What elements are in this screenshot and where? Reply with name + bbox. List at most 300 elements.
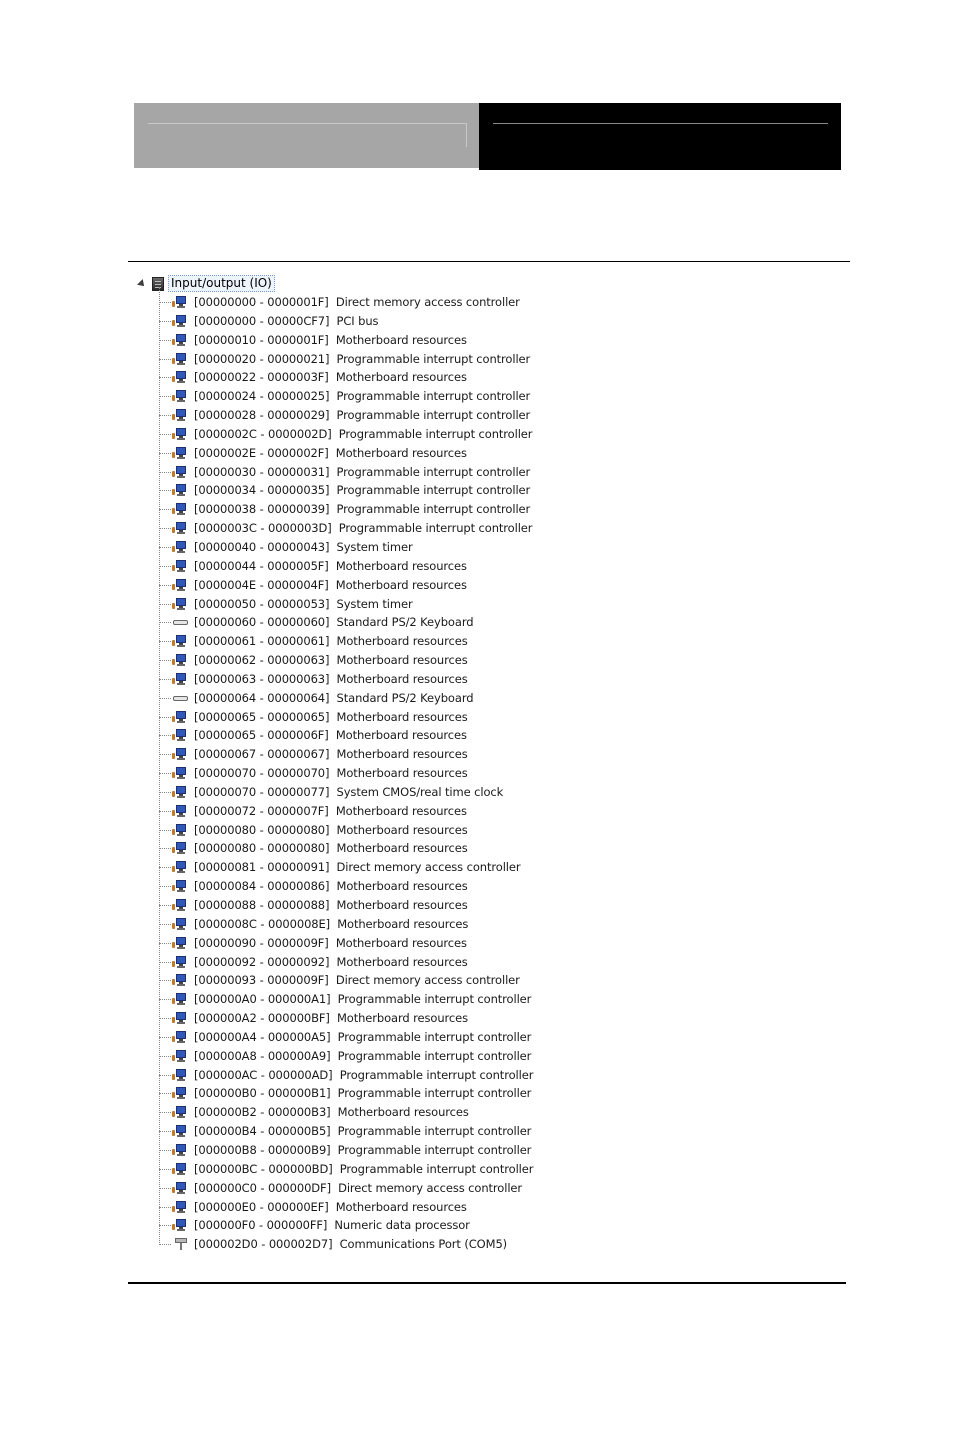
io-range: [00000088 - 00000088] xyxy=(194,898,330,912)
header-banner-left xyxy=(134,103,479,168)
io-range: [00000065 - 0000006F] xyxy=(194,728,329,743)
banner-tick xyxy=(466,123,467,147)
io-range: [000000B8 - 000000B9] xyxy=(194,1142,331,1157)
tree-item[interactable] xyxy=(136,331,736,350)
header-banner-right xyxy=(479,103,841,170)
tree-item[interactable] xyxy=(136,1198,736,1217)
tree-item-label[interactable] xyxy=(194,1048,531,1064)
tree-connector-line xyxy=(159,698,171,699)
tree-item-label[interactable] xyxy=(194,1010,468,1026)
device-name: Motherboard resources xyxy=(336,822,468,837)
tree-item[interactable] xyxy=(136,595,736,614)
tree-connector-line xyxy=(159,962,171,963)
device-name: Communications Port (COM5) xyxy=(339,1237,508,1252)
device-name: Motherboard resources xyxy=(335,558,467,573)
tree-item-label[interactable] xyxy=(194,840,468,856)
tree-item-label[interactable] xyxy=(194,897,468,913)
tree-item-label[interactable] xyxy=(194,765,468,781)
tree-item-label[interactable] xyxy=(194,388,530,404)
system-device-icon xyxy=(172,1031,188,1044)
io-range: [00000064 - 00000064] xyxy=(194,690,330,705)
port-connector-icon xyxy=(172,1238,188,1251)
io-range: [000000E0 - 000000EF] xyxy=(194,1199,329,1214)
tree-connector-line xyxy=(159,867,171,868)
system-device-icon xyxy=(172,1125,188,1138)
tree-connector-line xyxy=(159,302,171,303)
tree-item-label[interactable] xyxy=(194,652,468,668)
tree-connector-line xyxy=(159,396,171,397)
tree-item[interactable] xyxy=(136,444,736,463)
device-name: Direct memory access controller xyxy=(335,295,520,309)
device-name: Programmable interrupt controller xyxy=(336,502,531,517)
system-device-icon xyxy=(172,484,188,497)
device-name: Motherboard resources xyxy=(336,766,468,781)
system-device-icon xyxy=(172,880,188,893)
io-range: [00000038 - 00000039] xyxy=(194,502,330,517)
io-range: [000000A4 - 000000A5] xyxy=(194,1029,331,1044)
device-name: System timer xyxy=(336,596,413,611)
io-range: [0000002E - 0000002F] xyxy=(194,445,329,460)
tree-item-label[interactable] xyxy=(194,407,530,423)
top-divider xyxy=(128,261,850,262)
tree-item[interactable] xyxy=(136,425,736,444)
tree-item-label[interactable] xyxy=(194,1199,467,1215)
tree-item-label[interactable] xyxy=(194,482,530,498)
device-name: Motherboard resources xyxy=(336,954,468,969)
tree-item-label[interactable] xyxy=(194,1161,533,1177)
system-device-icon xyxy=(172,522,188,535)
tree-item[interactable] xyxy=(136,896,736,915)
tree-connector-line xyxy=(159,622,171,623)
io-range: [000000A8 - 000000A9] xyxy=(194,1048,331,1063)
tree-item-label[interactable] xyxy=(194,991,531,1007)
tree-item-label[interactable] xyxy=(194,577,467,593)
tree-item[interactable] xyxy=(136,670,736,689)
bottom-divider xyxy=(128,1282,846,1284)
tree-connector-line xyxy=(159,660,171,661)
tree-item-label[interactable] xyxy=(194,972,520,988)
tree-item[interactable] xyxy=(136,783,736,802)
device-name: Motherboard resources xyxy=(335,803,467,818)
tree-item-label[interactable] xyxy=(194,294,520,310)
tree-item-label[interactable] xyxy=(194,1067,533,1083)
tree-item[interactable] xyxy=(136,689,736,708)
tree-item[interactable] xyxy=(136,1009,736,1028)
tree-item-label[interactable] xyxy=(194,690,473,706)
system-device-icon xyxy=(172,315,188,328)
system-device-icon xyxy=(172,805,188,818)
tree-item[interactable] xyxy=(136,632,736,651)
device-name: Motherboard resources xyxy=(336,634,468,649)
tree-connector-line xyxy=(159,886,171,887)
tree-connector-line xyxy=(159,604,171,605)
tree-item[interactable] xyxy=(136,745,736,764)
io-range: [0000004E - 0000004F] xyxy=(194,577,329,592)
tree-item-label[interactable] xyxy=(194,1180,522,1196)
tree-item-label[interactable] xyxy=(194,935,467,951)
tree-item-label[interactable] xyxy=(194,803,467,819)
io-range: [00000063 - 00000063] xyxy=(194,671,330,686)
tree-connector-line xyxy=(159,1150,171,1151)
tree-item[interactable] xyxy=(136,406,736,425)
device-name: Standard PS/2 Keyboard xyxy=(336,615,474,630)
device-name: Direct memory access controller xyxy=(338,1180,523,1195)
io-range: [00000040 - 00000043] xyxy=(194,539,330,554)
io-range: [000000B2 - 000000B3] xyxy=(194,1105,331,1120)
system-device-icon xyxy=(172,1163,188,1176)
io-range: [00000010 - 0000001F] xyxy=(194,332,329,347)
tree-item-label[interactable] xyxy=(194,727,467,743)
io-range: [000000B4 - 000000B5] xyxy=(194,1124,331,1139)
tree-connector-line xyxy=(159,1075,171,1076)
device-name: Programmable interrupt controller xyxy=(338,426,533,441)
tree-item-label[interactable] xyxy=(194,709,468,725)
system-device-icon xyxy=(172,1219,188,1232)
tree-item-label[interactable] xyxy=(194,859,521,875)
device-name: PCI bus xyxy=(336,313,379,328)
system-device-icon xyxy=(172,1106,188,1119)
banner-rule xyxy=(493,123,828,124)
device-name: Programmable interrupt controller xyxy=(338,521,533,536)
tree-item[interactable] xyxy=(136,463,736,482)
io-range: [00000065 - 00000065] xyxy=(194,709,330,724)
tree-item-label[interactable] xyxy=(194,501,530,517)
io-range: [00000093 - 0000009F] xyxy=(194,973,329,988)
tree-children xyxy=(136,293,736,1254)
system-device-icon xyxy=(172,598,188,611)
system-device-icon xyxy=(172,824,188,837)
tree-connector-line xyxy=(159,359,171,360)
system-device-icon xyxy=(172,974,188,987)
tree-item[interactable] xyxy=(136,576,736,595)
device-name: Programmable interrupt controller xyxy=(336,389,531,404)
tree-connector-line xyxy=(159,641,171,642)
tree-connector-line xyxy=(159,585,171,586)
tree-item[interactable] xyxy=(136,387,736,406)
tree-connector-line xyxy=(159,1225,171,1226)
system-device-icon xyxy=(172,635,188,648)
io-category-icon xyxy=(152,277,164,291)
io-range: [00000022 - 0000003F] xyxy=(194,370,329,385)
io-range: [00000067 - 00000067] xyxy=(194,747,330,762)
tree-item-label[interactable] xyxy=(194,878,468,894)
system-device-icon xyxy=(172,786,188,799)
tree-item-label[interactable] xyxy=(194,1123,531,1139)
system-device-icon xyxy=(172,428,188,441)
device-name: Motherboard resources xyxy=(336,898,468,912)
io-range: [000000AC - 000000AD] xyxy=(194,1067,333,1082)
io-range: [000000B0 - 000000B1] xyxy=(194,1086,331,1101)
tree-connector-line xyxy=(159,340,171,341)
system-device-icon xyxy=(172,1069,188,1082)
tree-connector-line xyxy=(159,490,171,491)
tree-item-label[interactable] xyxy=(194,633,468,649)
io-range: [000000F0 - 000000FF] xyxy=(194,1218,328,1233)
io-range: [00000000 - 0000001F] xyxy=(194,295,329,309)
tree-item[interactable] xyxy=(136,858,736,877)
io-range: [00000090 - 0000009F] xyxy=(194,935,329,950)
system-device-icon xyxy=(172,899,188,912)
device-name: Motherboard resources xyxy=(336,709,468,724)
tree-item[interactable] xyxy=(136,312,736,331)
expand-arrow-icon[interactable] xyxy=(137,279,147,289)
system-device-icon xyxy=(172,1144,188,1157)
system-device-icon xyxy=(172,842,188,855)
tree-item-label[interactable] xyxy=(194,520,532,536)
banner-rule xyxy=(148,123,467,124)
tree-item[interactable] xyxy=(136,293,736,312)
tree-item-label[interactable] xyxy=(194,1236,507,1252)
io-range: [00000060 - 00000060] xyxy=(194,615,330,630)
io-range: [00000080 - 00000080] xyxy=(194,841,330,856)
io-range: [00000000 - 00000CF7] xyxy=(194,313,330,328)
tree-connector-line xyxy=(159,1093,171,1094)
system-device-icon xyxy=(172,956,188,969)
tree-item[interactable] xyxy=(136,1122,736,1141)
system-device-icon xyxy=(172,334,188,347)
system-device-icon xyxy=(172,466,188,479)
tree-item-label[interactable] xyxy=(194,746,468,762)
tree-connector-line xyxy=(159,811,171,812)
tree-item[interactable] xyxy=(136,1141,736,1160)
tree-item-label[interactable] xyxy=(194,916,468,932)
tree-item[interactable] xyxy=(136,1047,736,1066)
tree-connector-line xyxy=(159,1244,171,1245)
io-range: [00000081 - 00000091] xyxy=(194,860,330,875)
tree-item-label[interactable] xyxy=(194,332,467,348)
system-device-icon xyxy=(172,560,188,573)
keyboard-icon xyxy=(172,692,188,705)
tree-connector-line xyxy=(159,1169,171,1170)
tree-item-label[interactable] xyxy=(194,464,530,480)
tree-connector-line xyxy=(159,1018,171,1019)
tree-connector-line xyxy=(159,547,171,548)
system-device-icon xyxy=(172,673,188,686)
tree-item[interactable] xyxy=(136,1216,736,1235)
tree-item-label[interactable] xyxy=(194,596,413,612)
device-name: Motherboard resources xyxy=(335,332,467,347)
device-name: Numeric data processor xyxy=(334,1218,470,1233)
tree-item[interactable] xyxy=(136,1179,736,1198)
io-range: [00000024 - 00000025] xyxy=(194,389,330,404)
system-device-icon xyxy=(172,353,188,366)
tree-item[interactable] xyxy=(136,934,736,953)
io-range: [00000070 - 00000077] xyxy=(194,784,330,799)
io-range: [00000030 - 00000031] xyxy=(194,464,330,479)
device-name: Programmable interrupt controller xyxy=(336,408,531,423)
system-device-icon xyxy=(172,447,188,460)
system-device-icon xyxy=(172,918,188,931)
system-device-icon xyxy=(172,937,188,950)
tree-item[interactable] xyxy=(136,538,736,557)
io-range: [00000044 - 0000005F] xyxy=(194,558,329,573)
io-range: [00000020 - 00000021] xyxy=(194,351,330,366)
device-name: Programmable interrupt controller xyxy=(337,1142,532,1157)
tree-item-label[interactable] xyxy=(194,351,530,367)
system-device-icon xyxy=(172,296,188,309)
tree-item[interactable] xyxy=(136,726,736,745)
io-range: [00000028 - 00000029] xyxy=(194,408,330,423)
device-name: Programmable interrupt controller xyxy=(339,1161,534,1176)
tree-item-label[interactable] xyxy=(194,313,378,329)
tree-item-label[interactable] xyxy=(194,445,467,461)
tree-item[interactable] xyxy=(136,651,736,670)
tree-item[interactable] xyxy=(136,971,736,990)
tree-connector-line xyxy=(159,472,171,473)
tree-connector-line xyxy=(159,943,171,944)
tree-item-label[interactable] xyxy=(194,614,473,630)
tree-item[interactable] xyxy=(136,368,736,387)
io-range: [000000A0 - 000000A1] xyxy=(194,992,331,1007)
tree-item[interactable] xyxy=(136,1160,736,1179)
tree-connector-line xyxy=(159,377,171,378)
io-range: [00000034 - 00000035] xyxy=(194,483,330,498)
io-range: [00000092 - 00000092] xyxy=(194,954,330,969)
tree-connector-line xyxy=(159,1056,171,1057)
tree-item[interactable] xyxy=(136,1235,736,1254)
tree-item[interactable] xyxy=(136,500,736,519)
device-name: Programmable interrupt controller xyxy=(337,1048,532,1063)
device-name: Direct memory access controller xyxy=(336,860,521,875)
tree-item[interactable] xyxy=(136,877,736,896)
device-name: Motherboard resources xyxy=(336,747,468,762)
io-range: [00000084 - 00000086] xyxy=(194,879,330,894)
tree-item[interactable] xyxy=(136,1066,736,1085)
tree-item[interactable] xyxy=(136,839,736,858)
tree-item[interactable] xyxy=(136,557,736,576)
device-tree xyxy=(136,274,736,1254)
tree-item-label[interactable] xyxy=(194,1104,469,1120)
tree-item-label[interactable] xyxy=(194,1217,470,1233)
device-name: Standard PS/2 Keyboard xyxy=(336,690,474,705)
system-device-icon xyxy=(172,390,188,403)
tree-connector-line xyxy=(159,566,171,567)
tree-connector-line xyxy=(159,1112,171,1113)
system-device-icon xyxy=(172,729,188,742)
io-range: [00000062 - 00000063] xyxy=(194,653,330,668)
tree-item[interactable] xyxy=(136,350,736,369)
tree-item-label[interactable] xyxy=(194,954,468,970)
system-device-icon xyxy=(172,1050,188,1063)
device-name: Programmable interrupt controller xyxy=(337,1086,532,1101)
tree-item[interactable] xyxy=(136,821,736,840)
tree-node-label[interactable]: Input/output (IO) xyxy=(168,275,275,292)
device-name: Programmable interrupt controller xyxy=(337,1029,532,1044)
tree-connector-line xyxy=(159,924,171,925)
device-name: Motherboard resources xyxy=(336,879,468,894)
io-range: [00000061 - 00000061] xyxy=(194,634,330,649)
tree-connector-line xyxy=(159,415,171,416)
io-range: [00000072 - 0000007F] xyxy=(194,803,329,818)
tree-item-label[interactable] xyxy=(194,369,467,385)
system-device-icon xyxy=(172,1087,188,1100)
tree-item-label[interactable] xyxy=(194,1085,531,1101)
tree-item[interactable] xyxy=(136,481,736,500)
tree-connector-line xyxy=(159,528,171,529)
system-device-icon xyxy=(172,748,188,761)
tree-item[interactable] xyxy=(136,1084,736,1103)
device-name: Motherboard resources xyxy=(337,916,469,931)
tree-connector-line xyxy=(159,773,171,774)
system-device-icon xyxy=(172,371,188,384)
system-device-icon xyxy=(172,409,188,422)
tree-item[interactable] xyxy=(136,990,736,1009)
device-name: Motherboard resources xyxy=(335,1199,467,1214)
system-device-icon xyxy=(172,1012,188,1025)
device-name: System CMOS/real time clock xyxy=(336,784,504,799)
tree-item-label[interactable] xyxy=(194,671,468,687)
io-range: [0000008C - 0000008E] xyxy=(194,916,331,931)
tree-item[interactable] xyxy=(136,764,736,783)
system-device-icon xyxy=(172,711,188,724)
tree-connector-line xyxy=(159,830,171,831)
device-name: Motherboard resources xyxy=(336,653,468,668)
tree-connector-line xyxy=(159,453,171,454)
tree-item-label[interactable] xyxy=(194,539,413,555)
device-name: Programmable interrupt controller xyxy=(336,464,531,479)
device-name: System timer xyxy=(336,539,413,554)
device-name: Motherboard resources xyxy=(335,728,467,743)
tree-connector-line xyxy=(159,509,171,510)
tree-item-label[interactable] xyxy=(194,822,468,838)
tree-item-label[interactable] xyxy=(194,784,503,800)
device-name: Motherboard resources xyxy=(335,935,467,950)
tree-item-label[interactable] xyxy=(194,426,532,442)
system-device-icon xyxy=(172,1182,188,1195)
device-name: Motherboard resources xyxy=(335,577,467,592)
io-range: [00000070 - 00000070] xyxy=(194,766,330,781)
system-device-icon xyxy=(172,541,188,554)
tree-connector-line xyxy=(159,1188,171,1189)
tree-item-label[interactable] xyxy=(194,558,467,574)
device-name: Motherboard resources xyxy=(336,1011,469,1026)
tree-connector-line xyxy=(159,679,171,680)
io-range: [0000002C - 0000002D] xyxy=(194,426,332,441)
device-name: Programmable interrupt controller xyxy=(337,1124,532,1139)
device-name: Programmable interrupt controller xyxy=(337,992,532,1007)
system-device-icon xyxy=(172,503,188,516)
tree-item[interactable] xyxy=(136,708,736,727)
tree-node-input-output[interactable] xyxy=(136,274,736,293)
device-name: Motherboard resources xyxy=(337,1105,469,1120)
io-range: [000002D0 - 000002D7] xyxy=(194,1237,333,1252)
tree-item[interactable] xyxy=(136,953,736,972)
device-name: Motherboard resources xyxy=(336,841,468,856)
io-range: [00000050 - 00000053] xyxy=(194,596,330,611)
tree-item[interactable] xyxy=(136,915,736,934)
tree-item-label[interactable] xyxy=(194,1029,531,1045)
tree-item[interactable] xyxy=(136,1103,736,1122)
tree-item-label[interactable] xyxy=(194,1142,531,1158)
system-device-icon xyxy=(172,861,188,874)
io-range: [000000A2 - 000000BF] xyxy=(194,1011,330,1026)
keyboard-icon xyxy=(172,616,188,629)
tree-item[interactable] xyxy=(136,519,736,538)
tree-connector-line xyxy=(159,735,171,736)
tree-item[interactable] xyxy=(136,613,736,632)
tree-connector-line xyxy=(159,1131,171,1132)
tree-item[interactable] xyxy=(136,1028,736,1047)
tree-item[interactable] xyxy=(136,802,736,821)
tree-connector-line xyxy=(159,792,171,793)
io-range: [000000BC - 000000BD] xyxy=(194,1161,333,1176)
device-name: Direct memory access controller xyxy=(335,973,520,988)
tree-connector-line xyxy=(159,717,171,718)
tree-connector-line xyxy=(159,905,171,906)
system-device-icon xyxy=(172,767,188,780)
device-name: Programmable interrupt controller xyxy=(336,351,531,366)
tree-connector-line xyxy=(159,1037,171,1038)
